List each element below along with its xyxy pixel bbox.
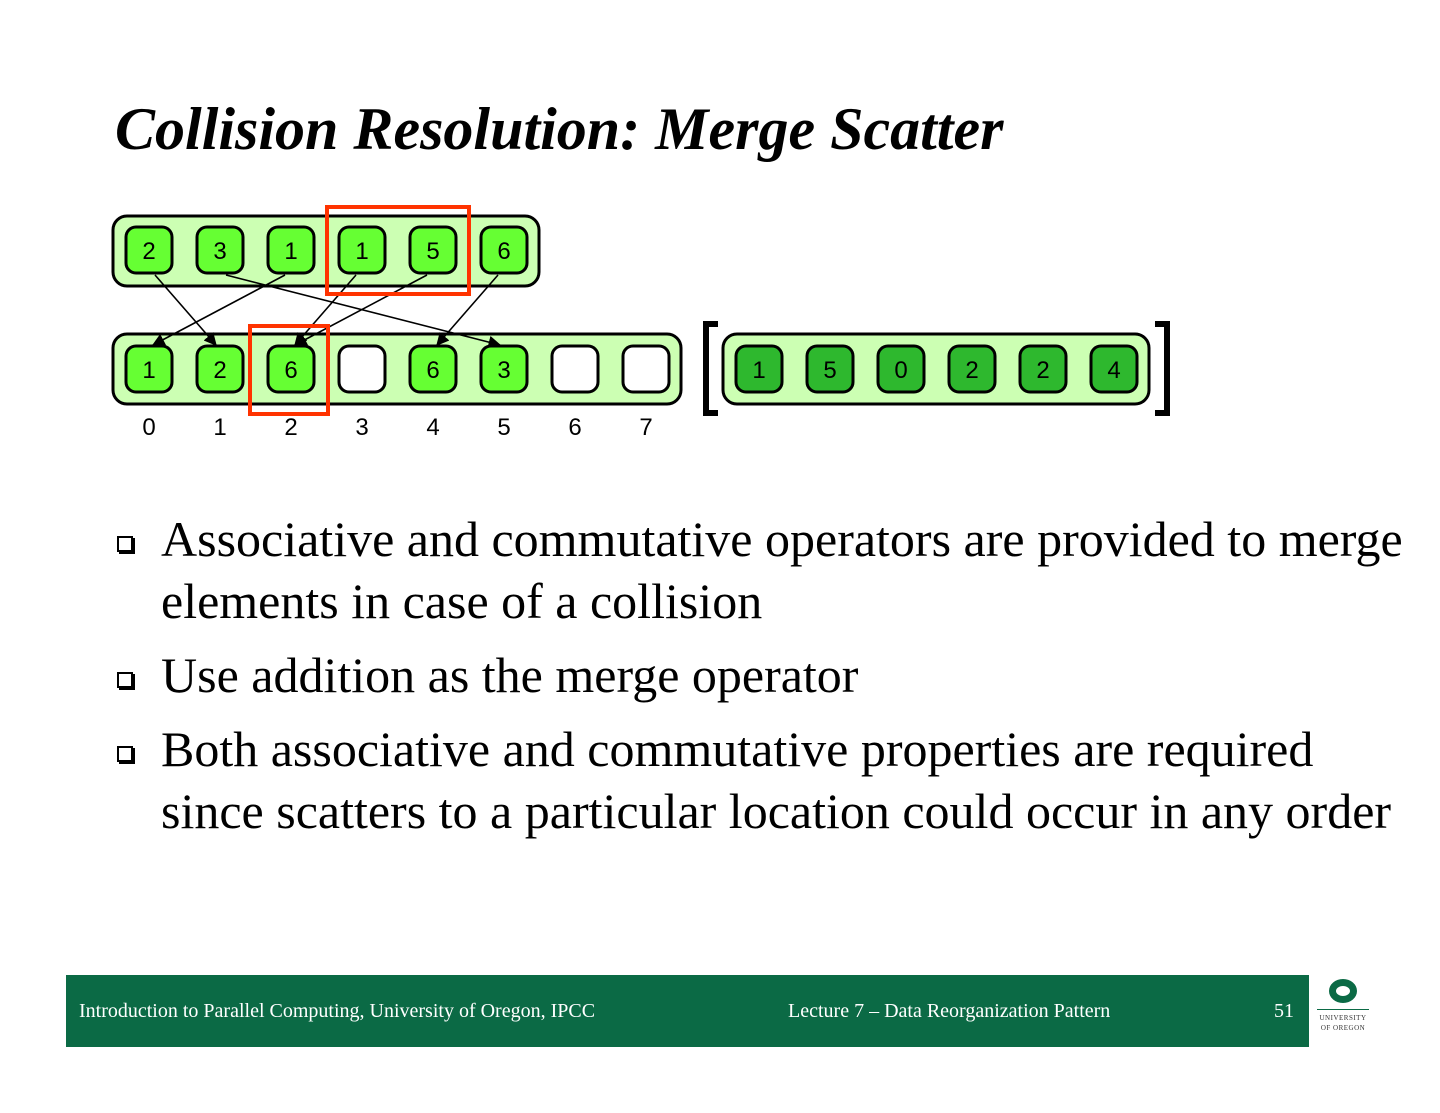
footer-bar — [66, 975, 1309, 1047]
input-cell-label: 1 — [355, 238, 369, 265]
output-cell-empty — [339, 346, 385, 392]
o-logo-icon — [1329, 979, 1357, 1003]
slide-title: Collision Resolution: Merge Scatter — [115, 96, 1004, 162]
index-label: 0 — [142, 414, 156, 441]
bullet-box-icon — [117, 746, 133, 762]
scatter-index-cell-label: 2 — [1036, 357, 1050, 384]
input-cell-label: 3 — [213, 238, 227, 265]
input-cell-label: 1 — [284, 238, 298, 265]
bullet-text: Associative and commutative operators are provided to merge elements in case of a collision — [161, 511, 1403, 629]
index-label: 5 — [497, 414, 511, 441]
logo-text-line1: UNIVERSITY — [1319, 1014, 1367, 1022]
bullet-item — [115, 508, 1415, 632]
scatter-index-cell-label: 2 — [965, 357, 979, 384]
input-cell-label: 6 — [497, 238, 511, 265]
footer-course: Introduction to Parallel Computing, University of Oregon, IPCC — [79, 1000, 596, 1022]
bullet-item — [115, 718, 1415, 842]
input-cell-label: 2 — [142, 238, 156, 265]
footer-lecture: Lecture 7 – Data Reorganization Pattern — [788, 1000, 1111, 1022]
logo-text-line2: OF OREGON — [1320, 1024, 1366, 1032]
bullet-box-icon — [117, 536, 133, 552]
index-label: 6 — [568, 414, 582, 441]
bullet-text: Both associative and commutative properties are required since scatters to a particular location could occur in any order — [161, 721, 1392, 839]
bullet-text: Use addition as the merge operator — [161, 647, 859, 703]
output-cell-label: 6 — [426, 357, 440, 384]
scatter-index-cell-label: 0 — [894, 357, 908, 384]
output-cell-empty — [552, 346, 598, 392]
index-label: 1 — [213, 414, 227, 441]
output-cell-empty — [623, 346, 669, 392]
output-cell-label: 2 — [213, 357, 227, 384]
scatter-index-cell-label: 1 — [752, 357, 766, 384]
university-logo — [1312, 975, 1374, 1047]
right-bracket — [1155, 324, 1167, 413]
bullet-list — [115, 508, 1415, 854]
index-label: 7 — [639, 414, 653, 441]
bullet-box-icon — [117, 672, 133, 688]
logo-divider — [1317, 1009, 1369, 1010]
output-cell-label: 1 — [142, 357, 156, 384]
index-label: 3 — [355, 414, 369, 441]
index-label: 4 — [426, 414, 440, 441]
page-number: 51 — [1274, 1000, 1294, 1022]
scatter-index-cell-label: 5 — [823, 357, 837, 384]
left-bracket — [706, 324, 718, 413]
index-label: 2 — [284, 414, 298, 441]
index-array-container — [723, 334, 1149, 404]
output-cell-label: 3 — [497, 357, 511, 384]
output-cell-label: 6 — [284, 357, 298, 384]
input-cell-label: 5 — [426, 238, 440, 265]
bullet-item — [115, 644, 1415, 706]
scatter-index-cell-label: 4 — [1107, 357, 1121, 384]
merge-scatter-diagram — [0, 0, 1440, 470]
